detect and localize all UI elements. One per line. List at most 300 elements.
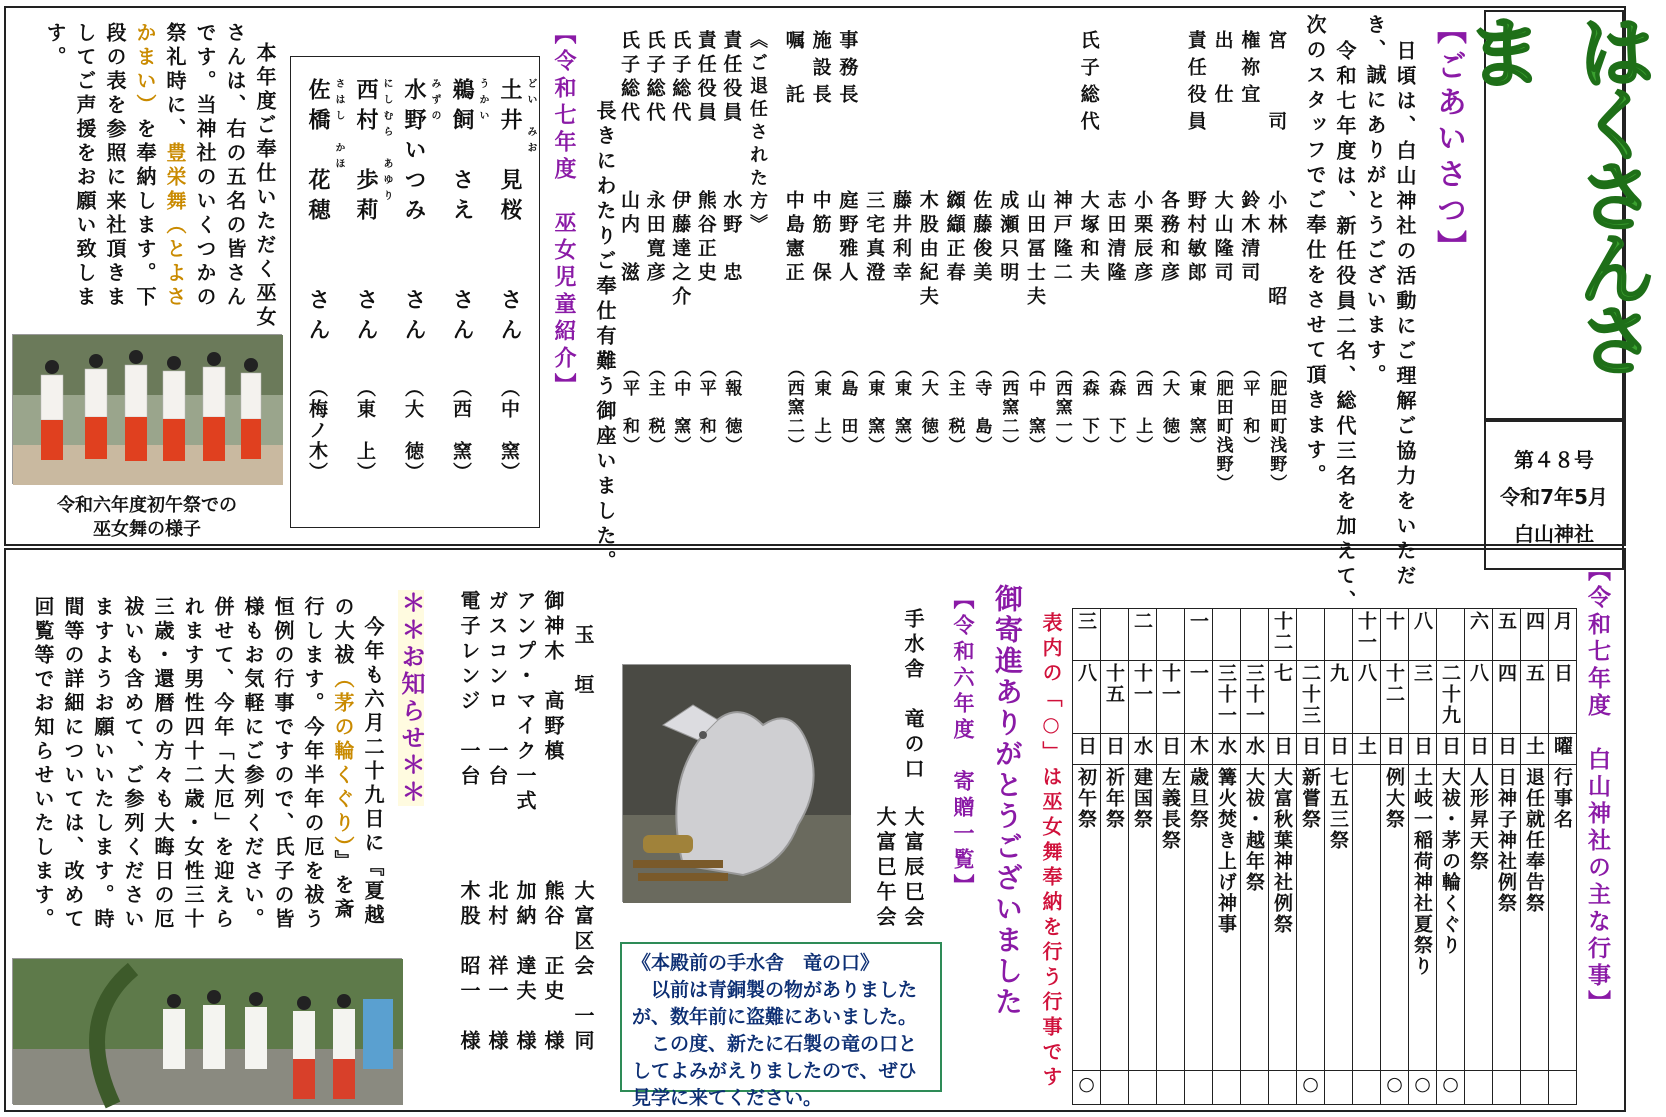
event-day-text: 七 (1271, 663, 1293, 684)
event-name (1073, 765, 1101, 1071)
event-day (1073, 661, 1101, 734)
event-miko (1437, 1071, 1465, 1105)
event-name-text: 左義長祭 (1159, 767, 1181, 851)
events-header-name (1549, 765, 1577, 1071)
event-miko (1381, 1071, 1409, 1105)
event-name (1465, 765, 1493, 1071)
staff-name: 中島憲正 (782, 190, 805, 286)
event-month (1353, 609, 1381, 661)
miko-area: （東 上） (354, 378, 376, 483)
miko-area: （梅ノ木） (306, 378, 328, 483)
donation-donor-3: 大富区会 一同 (571, 880, 595, 1055)
event-day-text: 九 (1327, 663, 1349, 684)
event-day (1353, 661, 1381, 734)
retired-area: （報 徳） (721, 360, 742, 455)
miko-description (40, 22, 280, 332)
event-month-text: 十二 (1271, 611, 1293, 653)
event-name-text: 土岐一稲荷神社夏祭り (1411, 767, 1433, 977)
event-miko (1269, 1071, 1297, 1105)
event-name (1241, 765, 1269, 1071)
retired-area: （中 窯） (670, 360, 691, 455)
event-day-text: 十五 (1103, 663, 1125, 705)
retired-role: 氏子総代 (643, 30, 666, 126)
event-weekday-text: 日 (1271, 736, 1293, 757)
staff-area: （東 上） (810, 360, 831, 455)
staff-role: 事務長 (836, 30, 859, 111)
events-heading: 【令和七年度 白山神社の主な行事】 (1584, 558, 1610, 1017)
event-miko (1129, 1071, 1157, 1105)
event-weekday (1241, 734, 1269, 765)
events-header-weekday (1549, 734, 1577, 765)
event-miko (1185, 1071, 1213, 1105)
event-miko (1157, 1071, 1185, 1105)
retired-name: 熊谷正史 (694, 190, 717, 286)
miko-photo-caption (12, 494, 282, 542)
donation-item-6: 電子レンジ 一台 (457, 590, 481, 790)
event-weekday (1185, 734, 1213, 765)
event-miko (1101, 1071, 1129, 1105)
event-weekday (1129, 734, 1157, 765)
staff-area: （西 上） (1132, 360, 1153, 455)
event-weekday-text: 日 (1159, 736, 1181, 757)
retired-name: 永田寛彦 (643, 190, 666, 286)
event-name-text: 建国祭 (1131, 767, 1153, 830)
retired-area: （平 和） (619, 360, 639, 455)
event-month (1325, 609, 1353, 661)
miko-suffix: さん (449, 288, 474, 348)
event-name (1297, 765, 1325, 1071)
miko-dance-photo (12, 334, 282, 484)
staff-name: 中筋 保 (809, 190, 832, 286)
donation-item-5: ガスコンロ 一台 (485, 590, 509, 790)
event-miko (1241, 1071, 1269, 1105)
event-name-text: 大富秋葉神社例祭 (1271, 767, 1293, 935)
staff-area: （肥田町浅野） (1266, 360, 1287, 493)
miko-name: 鵜飼 さえ (449, 78, 474, 228)
event-day-text: 十一 (1131, 663, 1153, 705)
donation-donor-7: 木股 昭一 様 (457, 880, 481, 1055)
donation-thanks: 御寄進ありがとうございました (991, 584, 1024, 1018)
staff-area: （平 和） (1239, 360, 1260, 455)
event-day (1325, 661, 1353, 734)
event-weekday-text: 土 (1355, 736, 1377, 757)
event-weekday (1101, 734, 1129, 765)
event-month-text: 五 (1495, 611, 1517, 632)
event-weekday-text: 日 (1075, 736, 1097, 757)
staff-name: 木股由紀夫 (916, 190, 939, 310)
event-day-text: 三十一 (1243, 663, 1265, 726)
event-weekday-text: 日 (1467, 736, 1489, 757)
staff-role: 責任役員 (1184, 30, 1207, 138)
event-name-text: 新嘗祭 (1299, 767, 1321, 830)
staff-area: （西窯二） (998, 360, 1019, 455)
issue-date: 令和7年5月 (1500, 484, 1608, 509)
staff-area: （森 下） (1078, 360, 1099, 455)
miko-text-after: を奉納します。下段の表を参照に来社頂きましてご声援をお願い致します。 (43, 22, 157, 310)
retired-name: 伊藤達之介 (669, 190, 692, 310)
event-name (1129, 765, 1157, 1071)
events-header-text: 月 (1551, 611, 1573, 632)
miko-area: （大 徳） (402, 378, 424, 483)
events-header-text: 曜 (1551, 736, 1573, 757)
event-name-text: 人形昇天祭 (1467, 767, 1489, 872)
event-day (1521, 661, 1549, 734)
donation-donor-4: 熊谷 正史 様 (541, 880, 565, 1055)
event-name (1493, 765, 1521, 1071)
miko-name: 佐橋 花穂 (305, 78, 330, 228)
event-weekday (1465, 734, 1493, 765)
miko-highlight: 豊栄舞（とよさかまい） (133, 22, 187, 310)
miko-ruby: どい みお (525, 78, 536, 158)
staff-role: 出 仕 (1211, 30, 1234, 111)
event-weekday-text: 水 (1131, 736, 1153, 757)
events-table (1072, 608, 1577, 1105)
event-miko (1493, 1071, 1521, 1105)
event-day-text: 二十九 (1439, 663, 1461, 726)
miko-suffix: さん (353, 288, 378, 348)
staff-name: 成瀬只明 (997, 190, 1020, 286)
miko-name: 西村 歩莉 (353, 78, 378, 228)
dragon-spout-photo (622, 664, 850, 902)
event-day (1465, 661, 1493, 734)
event-day (1129, 661, 1157, 734)
event-weekday (1297, 734, 1325, 765)
event-month-text: 六 (1467, 611, 1489, 632)
staff-list (760, 30, 1290, 530)
event-miko (1353, 1071, 1381, 1105)
event-weekday (1409, 734, 1437, 765)
event-name-text: 初午祭 (1075, 767, 1097, 830)
miko-heading: 【令和七年度 巫女児童紹介】 (551, 22, 576, 400)
event-day (1101, 661, 1129, 734)
miko-ruby: みずの (429, 78, 440, 126)
issue-info (1484, 420, 1624, 570)
notice-text (18, 596, 388, 936)
event-name (1101, 765, 1129, 1071)
event-miko (1325, 1071, 1353, 1105)
issue-number: 第４８号 (1514, 447, 1594, 472)
notice-highlight: （茅の輪くぐり） (331, 668, 355, 850)
donation-item-3: 御神木 高野槙 (541, 590, 565, 765)
staff-role: 氏子総代 (1077, 30, 1100, 138)
staff-area: （東 窯） (891, 360, 911, 455)
event-month-text: 四 (1523, 611, 1545, 632)
event-miko-text: ○ (1411, 1073, 1434, 1097)
staff-name: 志田清隆 (1104, 190, 1127, 286)
miko-caption-line-2: 巫女舞の様子 (93, 519, 201, 540)
event-month (1465, 609, 1493, 661)
dragon-spout-note (620, 942, 942, 1109)
greeting-heading: 【ごあいさつ】 (1431, 14, 1466, 266)
retired-role: 氏子総代 (618, 30, 640, 126)
staff-name: 三宅真澄 (863, 190, 886, 286)
event-name (1409, 765, 1437, 1071)
staff-name: 庭野雅人 (836, 190, 859, 286)
event-name-text: 大祓・越年祭 (1243, 767, 1265, 893)
event-day-text: 三 (1411, 663, 1433, 684)
staff-name: 神戸隆二 (1050, 190, 1073, 286)
donation-item-4: アンプ・マイク一式 (513, 590, 537, 815)
event-weekday-text: 日 (1299, 736, 1321, 757)
staff-name: 小林 昭 (1265, 190, 1288, 310)
miko-members (296, 78, 536, 518)
staff-name: 小栗辰彦 (1131, 190, 1154, 286)
miko-area: （西 窯） (450, 378, 472, 483)
event-day (1297, 661, 1325, 734)
event-name (1213, 765, 1241, 1071)
event-day-text: 三十一 (1215, 663, 1237, 726)
masthead (1453, 10, 1655, 420)
event-day-text: 八 (1355, 663, 1377, 684)
event-month-text: 十一 (1355, 611, 1377, 653)
event-weekday-text: 日 (1495, 736, 1517, 757)
staff-name: 各務和彦 (1158, 190, 1180, 286)
event-month (1157, 609, 1185, 661)
staff-area: （森 下） (1105, 360, 1126, 455)
miko-caption-line-1: 令和六年度初午祭での (57, 495, 237, 516)
event-day-text: 八 (1075, 663, 1097, 684)
event-weekday (1325, 734, 1353, 765)
event-miko (1521, 1071, 1549, 1105)
events-header-day (1549, 661, 1577, 734)
event-day (1213, 661, 1241, 734)
event-weekday-text: 日 (1327, 736, 1349, 757)
event-name-text: 祈年祭 (1103, 767, 1125, 830)
event-name-text: 日神子神社例祭 (1495, 767, 1517, 914)
miko-ruby: うかい (477, 78, 488, 126)
donation-donor-1b: 大富巳午会 (873, 806, 897, 931)
event-month-text: 三 (1075, 611, 1097, 632)
event-day (1185, 661, 1213, 734)
event-miko-text: ○ (1383, 1073, 1406, 1097)
event-name-text: 篝火焚き上げ神事 (1215, 767, 1237, 935)
event-day-text: 一 (1187, 663, 1209, 684)
event-weekday-text: 日 (1439, 736, 1461, 757)
retired-heading: 《ご退任された方》 (747, 30, 768, 237)
miko-ruby: さはし かほ (333, 78, 344, 174)
staff-role: 宮 司 (1265, 30, 1288, 138)
miko-suffix: さん (497, 288, 522, 348)
event-day (1437, 661, 1465, 734)
event-name (1381, 765, 1409, 1071)
event-name (1325, 765, 1353, 1071)
event-weekday (1493, 734, 1521, 765)
events-note: 表内の「○」は巫女舞奉納を行う行事です (1039, 612, 1063, 1091)
event-day (1241, 661, 1269, 734)
staff-role: 施設長 (809, 30, 832, 111)
event-weekday-text: 日 (1103, 736, 1125, 757)
retired-thanks: 長きにわたりご奉仕有難う御座いました。 (593, 100, 617, 575)
event-weekday (1213, 734, 1241, 765)
staff-area: （西窯二） (783, 360, 804, 455)
event-weekday (1381, 734, 1409, 765)
donation-donor-5: 加納 達夫 様 (513, 880, 537, 1055)
staff-role: 嘱 託 (782, 30, 805, 111)
miko-ruby: にしむら あゆり (381, 78, 392, 206)
events-row-month (1073, 609, 1577, 661)
event-day (1157, 661, 1185, 734)
event-miko (1465, 1071, 1493, 1105)
event-day (1493, 661, 1521, 734)
event-weekday (1269, 734, 1297, 765)
event-day-text: 十一 (1159, 663, 1181, 705)
event-month (1129, 609, 1157, 661)
event-weekday-text: 水 (1215, 736, 1237, 757)
event-miko-text: ○ (1299, 1073, 1322, 1097)
retired-name: 水野 忠 (720, 190, 743, 286)
event-month (1101, 609, 1129, 661)
notice-text-before: 今年も六月二十九日に『夏越の大祓 (331, 596, 385, 928)
event-name-text: 大祓・茅の輪くぐり (1439, 767, 1461, 956)
event-miko (1073, 1071, 1101, 1105)
event-month (1409, 609, 1437, 661)
chinowa-illustration (13, 959, 403, 1105)
notice-text-after: 』を斎行します。今年半年の厄を祓う恒例の行事ですので、氏子の皆様もお気軽にご参列ください。併せて、今年「大厄」を迎えられます男性四十二歳・女性三十三歳・還暦の方々も大晦日の厄祓いも含めて、ご参列くださいますようお願いいたします。時間等の詳細については、改めて回覧等でお知らせいたします。 (31, 596, 355, 932)
staff-area: （寺 島） (971, 360, 992, 455)
retired-name: 山内 滋 (618, 190, 640, 286)
dragon-note-title: 《本殿前の手水舎 竜の口》 (632, 952, 880, 974)
miko-area: （中 窯） (498, 378, 520, 483)
retired-area: （主 税） (644, 360, 665, 455)
event-miko (1409, 1071, 1437, 1105)
staff-area: （大 徳） (917, 360, 938, 455)
event-name-text: 七五三祭 (1327, 767, 1349, 851)
newsletter-title: はくさんさま (1453, 12, 1655, 372)
event-month (1381, 609, 1409, 661)
greeting-line-1: 日頃は、白山神社の活動にご理解ご協力をいただ (1393, 40, 1417, 590)
donation-item-2: 玉 垣 (571, 624, 595, 699)
event-weekday-text: 木 (1187, 736, 1209, 757)
dragon-note-line-1: 以前は青銅製の物がありましたが、数年前に盗難にあいました。 (632, 979, 918, 1028)
chinowa-photo (12, 958, 402, 1104)
event-name (1521, 765, 1549, 1071)
event-miko-text: ○ (1439, 1073, 1462, 1097)
staff-name: 野村敏郎 (1184, 190, 1207, 286)
events-header-month (1549, 609, 1577, 661)
event-weekday-text: 水 (1243, 736, 1265, 757)
event-name-text: 例大祭 (1383, 767, 1405, 830)
event-name (1157, 765, 1185, 1071)
event-name (1185, 765, 1213, 1071)
miko-name: 水野いつみ (401, 78, 426, 228)
event-miko (1297, 1071, 1325, 1105)
staff-name: 佐藤俊美 (970, 190, 993, 286)
retired-area: （平 和） (695, 360, 716, 455)
events-row-miko (1073, 1071, 1577, 1105)
staff-area: （肥田町浅野） (1212, 360, 1233, 493)
donation-heading: 【令和六年度 寄贈一覧】 (951, 588, 975, 900)
notice-heading: ＊＊お知らせ＊＊ (397, 590, 425, 806)
events-header-text: 行事名 (1551, 767, 1573, 830)
staff-area: （大 徳） (1159, 360, 1179, 455)
donation-donor-6: 北村 祥一 様 (485, 880, 509, 1055)
event-month (1493, 609, 1521, 661)
event-month (1521, 609, 1549, 661)
miko-text-before: 本年度ご奉仕いただく巫女さんは、右の五名の皆さんです。当神社のいくつかの祭礼時に、 (163, 22, 277, 330)
event-month (1185, 609, 1213, 661)
event-weekday (1437, 734, 1465, 765)
event-month (1437, 609, 1465, 661)
staff-name: 鈴木清司 (1238, 190, 1261, 286)
events-header-miko (1549, 1071, 1577, 1105)
event-weekday-text: 土 (1523, 736, 1545, 757)
events-row-day (1073, 661, 1577, 734)
staff-name: 纐纈正春 (943, 190, 966, 286)
greeting-line-4: 次のスタッフでご奉仕をさせて頂きます。 (1303, 14, 1327, 489)
event-month (1269, 609, 1297, 661)
dragon-note-line-2: この度、新たに石製の竜の口としてよみがえりましたので、ぜひ見学に来てください。 (632, 1033, 918, 1109)
staff-name: 大山隆司 (1211, 190, 1234, 286)
event-month-text: 十 (1383, 611, 1405, 632)
greeting-line-3: 令和七年度は、新任役員二名、総代三名を加えて、 (1333, 40, 1357, 615)
staff-area: （中 窯） (1025, 360, 1045, 455)
miko-dance-illustration (13, 335, 283, 485)
event-name (1353, 765, 1381, 1071)
miko-suffix: さん (401, 288, 426, 348)
event-weekday (1521, 734, 1549, 765)
event-weekday (1353, 734, 1381, 765)
events-row-name (1073, 765, 1577, 1071)
event-day-text: 五 (1523, 663, 1545, 684)
events-header-text: 日 (1551, 663, 1573, 684)
event-month (1297, 609, 1325, 661)
staff-area: （東 窯） (864, 360, 885, 455)
staff-area: （島 田） (837, 360, 858, 455)
event-day-text: 四 (1495, 663, 1517, 684)
staff-name: 藤井利幸 (890, 190, 912, 286)
event-month-text: 八 (1411, 611, 1433, 632)
event-weekday (1157, 734, 1185, 765)
event-name-text: 歳旦祭 (1187, 767, 1209, 830)
dragon-spout-illustration (623, 665, 851, 903)
publisher: 白山神社 (1514, 521, 1594, 546)
event-day-text: 八 (1467, 663, 1489, 684)
event-month-text: 一 (1187, 611, 1209, 632)
event-day-text: 十二 (1383, 663, 1405, 705)
staff-area: （主 税） (944, 360, 965, 455)
staff-name: 大塚和夫 (1077, 190, 1100, 286)
staff-area: （東 窯） (1185, 360, 1206, 455)
donation-item-1: 手水舎 竜の口 (901, 608, 925, 783)
retired-role: 責任役員 (720, 30, 743, 126)
greeting-line-2: き、誠にありがとうございます。 (1363, 14, 1387, 389)
event-month-text: 二 (1131, 611, 1153, 632)
event-weekday-text: 日 (1383, 736, 1405, 757)
event-miko (1213, 1071, 1241, 1105)
retired-list (616, 30, 744, 530)
event-month (1213, 609, 1241, 661)
staff-area: （西窯一） (1051, 360, 1072, 455)
event-name-text: 退任就任奉告祭 (1523, 767, 1545, 914)
miko-name: 土井 見桜 (497, 78, 522, 228)
event-day-text: 二十三 (1299, 663, 1321, 726)
miko-suffix: さん (305, 288, 330, 348)
event-day (1409, 661, 1437, 734)
events-row-weekday (1073, 734, 1577, 765)
donation-donor-1: 大富辰巳会 (901, 806, 925, 931)
event-weekday (1073, 734, 1101, 765)
event-name (1437, 765, 1465, 1071)
event-month (1073, 609, 1101, 661)
retired-role: 責任役員 (694, 30, 717, 126)
event-miko-text: ○ (1075, 1073, 1098, 1097)
staff-role: 権祢宜 (1238, 30, 1261, 111)
event-month (1241, 609, 1269, 661)
event-day (1269, 661, 1297, 734)
retired-role: 氏子総代 (669, 30, 692, 126)
event-weekday-text: 日 (1411, 736, 1433, 757)
event-day (1381, 661, 1409, 734)
